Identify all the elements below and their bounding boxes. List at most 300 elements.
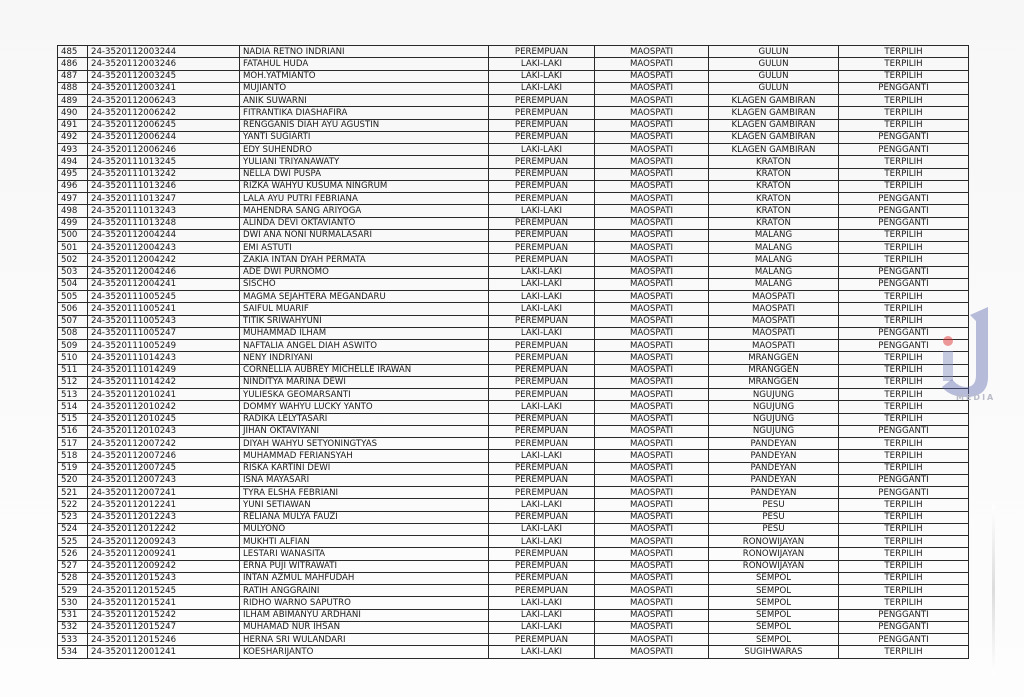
name-cell: MUJIANTO bbox=[240, 82, 489, 94]
status-cell: PENGGANTI bbox=[839, 144, 969, 156]
village-cell: PESU bbox=[709, 499, 839, 511]
district-cell: MAOSPATI bbox=[595, 242, 709, 254]
row-number: 487 bbox=[58, 70, 88, 82]
district-cell: MAOSPATI bbox=[595, 205, 709, 217]
district-cell: MAOSPATI bbox=[595, 352, 709, 364]
row-number: 530 bbox=[58, 597, 88, 609]
table-row bbox=[58, 46, 969, 58]
village-cell: RONOWIJAYAN bbox=[709, 536, 839, 548]
gender-cell: LAKI-LAKI bbox=[489, 144, 595, 156]
scan-edge-mark bbox=[992, 505, 995, 675]
status-cell: TERPILIH bbox=[839, 597, 969, 609]
table-row bbox=[58, 119, 969, 131]
name-cell: ADE DWI PURNOMO bbox=[240, 266, 489, 278]
village-cell: MAOSPATI bbox=[709, 291, 839, 303]
name-cell: ERNA PUJI WITRAWATI bbox=[240, 560, 489, 572]
row-number: 522 bbox=[58, 499, 88, 511]
gender-cell: LAKI-LAKI bbox=[489, 303, 595, 315]
row-number: 513 bbox=[58, 389, 88, 401]
ij-media-logo-icon bbox=[930, 305, 1000, 405]
name-cell: RIZKA WAHYU KUSUMA NINGRUM bbox=[240, 180, 489, 192]
nik-cell: 24-3520112004244 bbox=[88, 229, 240, 241]
name-cell: RIDHO WARNO SAPUTRO bbox=[240, 597, 489, 609]
name-cell: RELIANA MULYA FAUZI bbox=[240, 511, 489, 523]
table-row bbox=[58, 474, 969, 486]
row-number: 518 bbox=[58, 450, 88, 462]
gender-cell: PEREMPUAN bbox=[489, 413, 595, 425]
row-number: 511 bbox=[58, 364, 88, 376]
district-cell: MAOSPATI bbox=[595, 499, 709, 511]
gender-cell: PEREMPUAN bbox=[489, 107, 595, 119]
table-row bbox=[58, 536, 969, 548]
district-cell: MAOSPATI bbox=[595, 340, 709, 352]
village-cell: MALANG bbox=[709, 266, 839, 278]
status-cell: TERPILIH bbox=[839, 70, 969, 82]
status-cell: PENGGANTI bbox=[839, 266, 969, 278]
village-cell: PANDEYAN bbox=[709, 450, 839, 462]
status-cell: PENGGANTI bbox=[839, 217, 969, 229]
row-number: 515 bbox=[58, 413, 88, 425]
table-row bbox=[58, 572, 969, 584]
district-cell: MAOSPATI bbox=[595, 487, 709, 499]
nik-cell: 24-3520112004243 bbox=[88, 242, 240, 254]
village-cell: SEMPOL bbox=[709, 585, 839, 597]
row-number: 491 bbox=[58, 119, 88, 131]
name-cell: LALA AYU PUTRI FEBRIANA bbox=[240, 193, 489, 205]
nik-cell: 24-3520112010243 bbox=[88, 425, 240, 437]
village-cell: MRANGGEN bbox=[709, 376, 839, 388]
gender-cell: PEREMPUAN bbox=[489, 634, 595, 646]
district-cell: MAOSPATI bbox=[595, 254, 709, 266]
status-cell: PENGGANTI bbox=[839, 278, 969, 290]
table-row bbox=[58, 278, 969, 290]
table-row bbox=[58, 450, 969, 462]
status-cell: TERPILIH bbox=[839, 107, 969, 119]
status-cell: TERPILIH bbox=[839, 511, 969, 523]
nik-cell: 24-3520112010245 bbox=[88, 413, 240, 425]
nik-cell: 24-3520112010241 bbox=[88, 389, 240, 401]
district-cell: MAOSPATI bbox=[595, 438, 709, 450]
gender-cell: LAKI-LAKI bbox=[489, 536, 595, 548]
name-cell: ALINDA DEVI OKTAVIANTO bbox=[240, 217, 489, 229]
district-cell: MAOSPATI bbox=[595, 572, 709, 584]
table-row bbox=[58, 401, 969, 413]
row-number: 520 bbox=[58, 474, 88, 486]
gender-cell: PEREMPUAN bbox=[489, 572, 595, 584]
table-row bbox=[58, 621, 969, 633]
table-body bbox=[58, 46, 969, 659]
nik-cell: 24-3520112015246 bbox=[88, 634, 240, 646]
district-cell: MAOSPATI bbox=[595, 523, 709, 535]
nik-cell: 24-3520112010242 bbox=[88, 401, 240, 413]
name-cell: EMI ASTUTI bbox=[240, 242, 489, 254]
village-cell: PANDEYAN bbox=[709, 474, 839, 486]
gender-cell: LAKI-LAKI bbox=[489, 58, 595, 70]
village-cell: MRANGGEN bbox=[709, 364, 839, 376]
district-cell: MAOSPATI bbox=[595, 560, 709, 572]
name-cell: MUHAMMAD ILHAM bbox=[240, 327, 489, 339]
name-cell: SAIFUL MUARIF bbox=[240, 303, 489, 315]
gender-cell: LAKI-LAKI bbox=[489, 646, 595, 658]
table-row bbox=[58, 70, 969, 82]
gender-cell: LAKI-LAKI bbox=[489, 450, 595, 462]
gender-cell: PEREMPUAN bbox=[489, 389, 595, 401]
name-cell: YANTI SUGIARTI bbox=[240, 131, 489, 143]
gender-cell: LAKI-LAKI bbox=[489, 291, 595, 303]
gender-cell: PEREMPUAN bbox=[489, 585, 595, 597]
gender-cell: PEREMPUAN bbox=[489, 229, 595, 241]
district-cell: MAOSPATI bbox=[595, 425, 709, 437]
name-cell: TYRA ELSHA FEBRIANI bbox=[240, 487, 489, 499]
row-number: 510 bbox=[58, 352, 88, 364]
status-cell: PENGGANTI bbox=[839, 634, 969, 646]
village-cell: MAOSPATI bbox=[709, 340, 839, 352]
row-number: 526 bbox=[58, 548, 88, 560]
row-number: 497 bbox=[58, 193, 88, 205]
village-cell: PANDEYAN bbox=[709, 462, 839, 474]
district-cell: MAOSPATI bbox=[595, 511, 709, 523]
village-cell: KLAGEN GAMBIRAN bbox=[709, 107, 839, 119]
gender-cell: PEREMPUAN bbox=[489, 131, 595, 143]
table-row bbox=[58, 131, 969, 143]
nik-cell: 24-3520111013243 bbox=[88, 205, 240, 217]
name-cell: DIYAH WAHYU SETYONINGTYAS bbox=[240, 438, 489, 450]
table-row bbox=[58, 438, 969, 450]
gender-cell: LAKI-LAKI bbox=[489, 499, 595, 511]
district-cell: MAOSPATI bbox=[595, 58, 709, 70]
village-cell: GULUN bbox=[709, 70, 839, 82]
gender-cell: LAKI-LAKI bbox=[489, 401, 595, 413]
table-row bbox=[58, 548, 969, 560]
status-cell: TERPILIH bbox=[839, 168, 969, 180]
village-cell: NGUJUNG bbox=[709, 389, 839, 401]
name-cell: JIHAN OKTAVIYANI bbox=[240, 425, 489, 437]
table-row bbox=[58, 523, 969, 535]
status-cell: TERPILIH bbox=[839, 401, 969, 413]
name-cell: NINDITYA MARINA DEWI bbox=[240, 376, 489, 388]
name-cell: RATIH ANGGRAINI bbox=[240, 585, 489, 597]
status-cell: TERPILIH bbox=[839, 560, 969, 572]
row-number: 501 bbox=[58, 242, 88, 254]
status-cell: TERPILIH bbox=[839, 585, 969, 597]
nik-cell: 24-3520112003244 bbox=[88, 46, 240, 58]
nik-cell: 24-3520112006242 bbox=[88, 107, 240, 119]
watermark-text: MEDIA bbox=[956, 393, 996, 402]
name-cell: TITIK SRIWAHYUNI bbox=[240, 315, 489, 327]
nik-cell: 24-3520111005249 bbox=[88, 340, 240, 352]
gender-cell: LAKI-LAKI bbox=[489, 597, 595, 609]
table-row bbox=[58, 168, 969, 180]
row-number: 490 bbox=[58, 107, 88, 119]
nik-cell: 24-3520112001241 bbox=[88, 646, 240, 658]
gender-cell: PEREMPUAN bbox=[489, 548, 595, 560]
district-cell: MAOSPATI bbox=[595, 278, 709, 290]
table-row bbox=[58, 327, 969, 339]
status-cell: TERPILIH bbox=[839, 156, 969, 168]
village-cell: PESU bbox=[709, 523, 839, 535]
table-row bbox=[58, 340, 969, 352]
gender-cell: PEREMPUAN bbox=[489, 376, 595, 388]
nik-cell: 24-3520111013247 bbox=[88, 193, 240, 205]
table-row bbox=[58, 634, 969, 646]
nik-cell: 24-3520111005245 bbox=[88, 291, 240, 303]
nik-cell: 24-3520112003245 bbox=[88, 70, 240, 82]
gender-cell: PEREMPUAN bbox=[489, 474, 595, 486]
name-cell: NELLA DWI PUSPA bbox=[240, 168, 489, 180]
row-number: 505 bbox=[58, 291, 88, 303]
name-cell: EDY SUHENDRO bbox=[240, 144, 489, 156]
village-cell: SEMPOL bbox=[709, 621, 839, 633]
village-cell: MALANG bbox=[709, 229, 839, 241]
district-cell: MAOSPATI bbox=[595, 193, 709, 205]
status-cell: PENGGANTI bbox=[839, 327, 969, 339]
village-cell: NGUJUNG bbox=[709, 413, 839, 425]
row-number: 506 bbox=[58, 303, 88, 315]
status-cell: TERPILIH bbox=[839, 46, 969, 58]
district-cell: MAOSPATI bbox=[595, 291, 709, 303]
gender-cell: PEREMPUAN bbox=[489, 560, 595, 572]
table-row bbox=[58, 156, 969, 168]
row-number: 496 bbox=[58, 180, 88, 192]
district-cell: MAOSPATI bbox=[595, 119, 709, 131]
status-cell: PENGGANTI bbox=[839, 131, 969, 143]
name-cell: MUKHTI ALFIAN bbox=[240, 536, 489, 548]
row-number: 531 bbox=[58, 609, 88, 621]
name-cell: RISKA KARTINI DEWI bbox=[240, 462, 489, 474]
name-cell: LESTARI WANASITA bbox=[240, 548, 489, 560]
gender-cell: PEREMPUAN bbox=[489, 425, 595, 437]
name-cell: NENY INDRIYANI bbox=[240, 352, 489, 364]
gender-cell: LAKI-LAKI bbox=[489, 523, 595, 535]
table-row bbox=[58, 229, 969, 241]
status-cell: TERPILIH bbox=[839, 462, 969, 474]
nik-cell: 24-3520112006246 bbox=[88, 144, 240, 156]
gender-cell: PEREMPUAN bbox=[489, 511, 595, 523]
table-row bbox=[58, 511, 969, 523]
village-cell: KLAGEN GAMBIRAN bbox=[709, 95, 839, 107]
status-cell: PENGGANTI bbox=[839, 340, 969, 352]
status-cell: TERPILIH bbox=[839, 254, 969, 266]
status-cell: PENGGANTI bbox=[839, 487, 969, 499]
row-number: 485 bbox=[58, 46, 88, 58]
gender-cell: PEREMPUAN bbox=[489, 180, 595, 192]
nik-cell: 24-3520112003246 bbox=[88, 58, 240, 70]
district-cell: MAOSPATI bbox=[595, 156, 709, 168]
gender-cell: PEREMPUAN bbox=[489, 352, 595, 364]
table-row bbox=[58, 180, 969, 192]
district-cell: MAOSPATI bbox=[595, 144, 709, 156]
table-row bbox=[58, 266, 969, 278]
row-number: 516 bbox=[58, 425, 88, 437]
status-cell: TERPILIH bbox=[839, 352, 969, 364]
table-row bbox=[58, 193, 969, 205]
village-cell: KLAGEN GAMBIRAN bbox=[709, 119, 839, 131]
gender-cell: LAKI-LAKI bbox=[489, 205, 595, 217]
district-cell: MAOSPATI bbox=[595, 413, 709, 425]
status-cell: TERPILIH bbox=[839, 536, 969, 548]
nik-cell: 24-3520112007243 bbox=[88, 474, 240, 486]
row-number: 489 bbox=[58, 95, 88, 107]
row-number: 524 bbox=[58, 523, 88, 535]
name-cell: YUNI SETIAWAN bbox=[240, 499, 489, 511]
table-row bbox=[58, 389, 969, 401]
row-number: 493 bbox=[58, 144, 88, 156]
table-row bbox=[58, 95, 969, 107]
status-cell: TERPILIH bbox=[839, 315, 969, 327]
village-cell: NGUJUNG bbox=[709, 425, 839, 437]
district-cell: MAOSPATI bbox=[595, 646, 709, 658]
name-cell: NADIA RETNO INDRIANI bbox=[240, 46, 489, 58]
table-row bbox=[58, 364, 969, 376]
table-row bbox=[58, 144, 969, 156]
nik-cell: 24-3520112009243 bbox=[88, 536, 240, 548]
village-cell: MAOSPATI bbox=[709, 315, 839, 327]
name-cell: INTAN AZMUL MAHFUDAH bbox=[240, 572, 489, 584]
name-cell: ILHAM ABIMANYU ARDHANI bbox=[240, 609, 489, 621]
gender-cell: LAKI-LAKI bbox=[489, 70, 595, 82]
nik-cell: 24-3520111013245 bbox=[88, 156, 240, 168]
status-cell: TERPILIH bbox=[839, 450, 969, 462]
nik-cell: 24-3520111005243 bbox=[88, 315, 240, 327]
gender-cell: LAKI-LAKI bbox=[489, 82, 595, 94]
village-cell: NGUJUNG bbox=[709, 401, 839, 413]
name-cell: RADIKA LELYTASARI bbox=[240, 413, 489, 425]
status-cell: TERPILIH bbox=[839, 119, 969, 131]
name-cell: SISCHO bbox=[240, 278, 489, 290]
nik-cell: 24-3520112006244 bbox=[88, 131, 240, 143]
row-number: 509 bbox=[58, 340, 88, 352]
village-cell: KLAGEN GAMBIRAN bbox=[709, 131, 839, 143]
nik-cell: 24-3520112006243 bbox=[88, 95, 240, 107]
village-cell: SEMPOL bbox=[709, 597, 839, 609]
row-number: 523 bbox=[58, 511, 88, 523]
status-cell: TERPILIH bbox=[839, 548, 969, 560]
nik-cell: 24-3520112007242 bbox=[88, 438, 240, 450]
name-cell: MOH.YATMIANTO bbox=[240, 70, 489, 82]
village-cell: KRATON bbox=[709, 168, 839, 180]
row-number: 514 bbox=[58, 401, 88, 413]
district-cell: MAOSPATI bbox=[595, 315, 709, 327]
row-number: 533 bbox=[58, 634, 88, 646]
nik-cell: 24-3520112007246 bbox=[88, 450, 240, 462]
nik-cell: 24-3520111005247 bbox=[88, 327, 240, 339]
table-row bbox=[58, 254, 969, 266]
row-number: 508 bbox=[58, 327, 88, 339]
status-cell: PENGGANTI bbox=[839, 621, 969, 633]
district-cell: MAOSPATI bbox=[595, 376, 709, 388]
gender-cell: LAKI-LAKI bbox=[489, 621, 595, 633]
table-row bbox=[58, 487, 969, 499]
district-cell: MAOSPATI bbox=[595, 548, 709, 560]
district-cell: MAOSPATI bbox=[595, 401, 709, 413]
gender-cell: PEREMPUAN bbox=[489, 193, 595, 205]
row-number: 494 bbox=[58, 156, 88, 168]
district-cell: MAOSPATI bbox=[595, 474, 709, 486]
nik-cell: 24-3520112004242 bbox=[88, 254, 240, 266]
name-cell: MUHAMMAD FERIANSYAH bbox=[240, 450, 489, 462]
gender-cell: LAKI-LAKI bbox=[489, 266, 595, 278]
name-cell: MUHAMAD NUR IHSAN bbox=[240, 621, 489, 633]
status-cell: TERPILIH bbox=[839, 58, 969, 70]
gender-cell: PEREMPUAN bbox=[489, 254, 595, 266]
row-number: 517 bbox=[58, 438, 88, 450]
table-row bbox=[58, 376, 969, 388]
name-cell: CORNELLIA AUBREY MICHELLE IRAWAN bbox=[240, 364, 489, 376]
nik-cell: 24-3520111013248 bbox=[88, 217, 240, 229]
table-row bbox=[58, 646, 969, 658]
gender-cell: PEREMPUAN bbox=[489, 168, 595, 180]
name-cell: KOESHARIJANTO bbox=[240, 646, 489, 658]
name-cell: MULYONO bbox=[240, 523, 489, 535]
table-row bbox=[58, 58, 969, 70]
district-cell: MAOSPATI bbox=[595, 266, 709, 278]
row-number: 502 bbox=[58, 254, 88, 266]
table-row bbox=[58, 597, 969, 609]
row-number: 519 bbox=[58, 462, 88, 474]
nik-cell: 24-3520112015247 bbox=[88, 621, 240, 633]
name-cell: DOMMY WAHYU LUCKY YANTO bbox=[240, 401, 489, 413]
village-cell: PANDEYAN bbox=[709, 438, 839, 450]
gender-cell: PEREMPUAN bbox=[489, 487, 595, 499]
name-cell: RENGGANIS DIAH AYU AGUSTIN bbox=[240, 119, 489, 131]
name-cell: ISNA MAYASARI bbox=[240, 474, 489, 486]
district-cell: MAOSPATI bbox=[595, 364, 709, 376]
row-number: 488 bbox=[58, 82, 88, 94]
district-cell: MAOSPATI bbox=[595, 107, 709, 119]
name-cell: FITRANTIKA DIASHAFIRA bbox=[240, 107, 489, 119]
district-cell: MAOSPATI bbox=[595, 180, 709, 192]
nik-cell: 24-3520111013246 bbox=[88, 180, 240, 192]
name-cell: NAFTALIA ANGEL DIAH ASWITO bbox=[240, 340, 489, 352]
gender-cell: PEREMPUAN bbox=[489, 242, 595, 254]
status-cell: TERPILIH bbox=[839, 291, 969, 303]
district-cell: MAOSPATI bbox=[595, 229, 709, 241]
name-cell: DWI ANA NONI NURMALASARI bbox=[240, 229, 489, 241]
district-cell: MAOSPATI bbox=[595, 389, 709, 401]
village-cell: GULUN bbox=[709, 58, 839, 70]
status-cell: PENGGANTI bbox=[839, 609, 969, 621]
nik-cell: 24-3520112004241 bbox=[88, 278, 240, 290]
status-cell: TERPILIH bbox=[839, 523, 969, 535]
status-cell: TERPILIH bbox=[839, 389, 969, 401]
status-cell: TERPILIH bbox=[839, 229, 969, 241]
row-number: 527 bbox=[58, 560, 88, 572]
district-cell: MAOSPATI bbox=[595, 327, 709, 339]
table-row bbox=[58, 303, 969, 315]
gender-cell: LAKI-LAKI bbox=[489, 278, 595, 290]
row-number: 498 bbox=[58, 205, 88, 217]
district-cell: MAOSPATI bbox=[595, 303, 709, 315]
district-cell: MAOSPATI bbox=[595, 597, 709, 609]
gender-cell: PEREMPUAN bbox=[489, 156, 595, 168]
gender-cell: PEREMPUAN bbox=[489, 119, 595, 131]
row-number: 492 bbox=[58, 131, 88, 143]
nik-cell: 24-3520112015242 bbox=[88, 609, 240, 621]
nik-cell: 24-3520111005241 bbox=[88, 303, 240, 315]
village-cell: GULUN bbox=[709, 46, 839, 58]
nik-cell: 24-3520111014243 bbox=[88, 352, 240, 364]
status-cell: TERPILIH bbox=[839, 364, 969, 376]
village-cell: MALANG bbox=[709, 242, 839, 254]
village-cell: KRATON bbox=[709, 205, 839, 217]
district-cell: MAOSPATI bbox=[595, 462, 709, 474]
nik-cell: 24-3520111014242 bbox=[88, 376, 240, 388]
row-number: 504 bbox=[58, 278, 88, 290]
row-number: 512 bbox=[58, 376, 88, 388]
status-cell: TERPILIH bbox=[839, 646, 969, 658]
nik-cell: 24-3520112012241 bbox=[88, 499, 240, 511]
district-cell: MAOSPATI bbox=[595, 609, 709, 621]
